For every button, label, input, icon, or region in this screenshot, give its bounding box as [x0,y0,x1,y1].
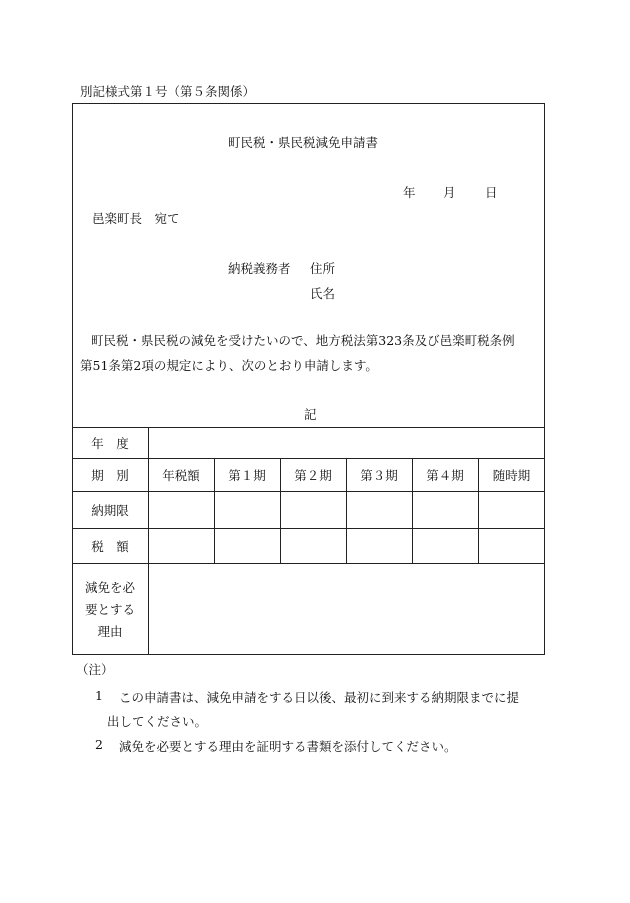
header-annual-tax: 年税額 [162,467,200,483]
row-label-reason [72,564,148,655]
date-month: 月 [443,185,456,200]
note-1-line-2: 出してください。 [107,714,208,729]
note-1-number: 1 [95,688,103,703]
taxpayer-name-label: 氏名 [310,286,336,301]
header-period-3: 第３期 [360,467,398,483]
row-label-tax-amount: 税 額 [91,538,129,554]
date-day: 日 [485,185,498,200]
form-title: 町民税・県民税減免申請書 [228,135,379,150]
header-occasional-period: 随時期 [492,467,531,483]
note-1-line-1: この申請書は、減免申請をする日以後、最初に到来する納期限までに提 [119,690,520,705]
body-text-line-2: 第51条第2項の規定により、次のとおり申請します。 [80,358,378,373]
form-number-label: 別記様式第１号（第５条関係） [80,84,256,99]
header-period-1: 第１期 [228,467,266,483]
note-2-number: 2 [95,737,103,752]
row-label-fiscal-year: 年 度 [91,435,129,451]
row-label-due-date: 納期限 [91,502,129,518]
header-period-4: 第４期 [426,467,464,483]
notes-heading: （注） [76,662,114,677]
reason-label-line-2: 要とする [84,601,135,617]
note-2-line-1: 減免を必要とする理由を証明する書類を添付してください。 [119,739,457,754]
taxpayer-label: 納税義務者 [228,261,291,276]
header-period-2: 第２期 [294,467,332,483]
ki-heading: 記 [304,407,317,422]
reason-label-line-1: 減免を必 [84,579,135,595]
body-text-line-1: 町民税・県民税の減免を受けたいので、地方税法第323条及び邑楽町税条例 [91,333,515,348]
taxpayer-address-label: 住所 [310,261,336,276]
addressee: 邑楽町長 宛て [92,211,180,226]
date-year: 年 [403,185,416,200]
reason-label-line-3: 理由 [97,623,123,639]
row-label-period: 期 別 [91,467,129,483]
